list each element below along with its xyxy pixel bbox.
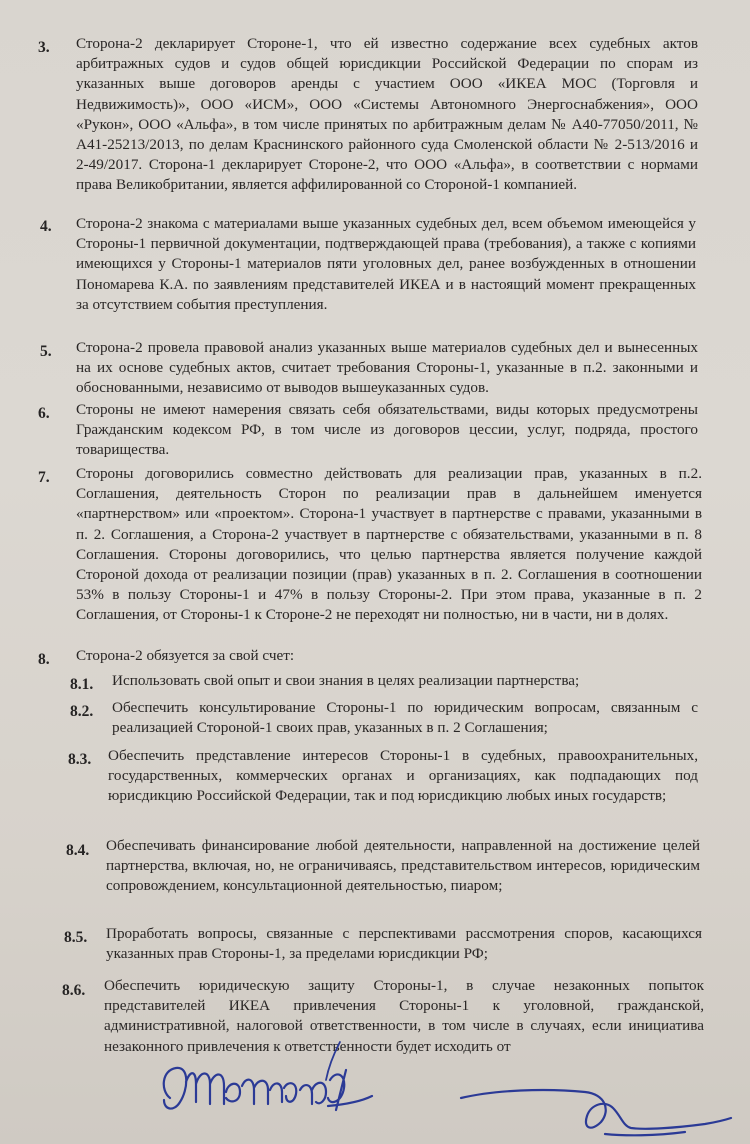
subitem-text: Использовать свой опыт и свои знания в целях реализации партнерства; xyxy=(112,672,580,689)
subitem-text: Обеспечить представление интересов Стороны-1 в судебных, правоохранительных, государственных, коммерческих органах и организациях, как подпадающих под юрисдикцию Российской Федерации, так и под юрисдикцию любых иных государств; xyxy=(108,747,698,805)
subitem-number: 8.5. xyxy=(64,929,88,946)
subitem-text: Проработать вопросы, связанные с перспективами рассмотрения споров, касающихся указанных прав Стороны-1, за пределами юрисдикции РФ; xyxy=(106,925,702,963)
item-number: 8. xyxy=(38,651,50,668)
item-text: Сторона-2 провела правовой анализ указанных выше материалов судебных дел и вынесенных на их основе судебных актов, считает требования Стороны-1, указанные в п.2. законными и обоснованными, независимо от выводов вышеуказанных судов. xyxy=(76,339,698,397)
item-text: Сторона-2 обязуется за свой счет: xyxy=(76,647,295,664)
item-number: 5. xyxy=(40,343,52,360)
item-text: Сторона-2 декларирует Стороне-1, что ей известно содержание всех судебных актов арбитражных судов и судов общей юрисдикции Российской Федерации по спорам из указанных выше договоров аренды с участием ООО «ИКЕА МОС (Торговля и Недвижимость)», ООО «ИСМ», ООО «Системы Автономного Энергоснабжения», ООО «Рукон», ООО «Альфа», в том числе принятых по арбитражным делам № А40-77050/2011, № А41-25213/2013, по делам Краснинского районного суда Смоленской области № 2-513/2016 и 2-49/2017. Сторона-1 декларирует Стороне-2, что ООО «Альфа», в соответствии с нормами права Великобритании, является аффилированной со Стороной-1 компанией. xyxy=(76,35,698,194)
signature-left xyxy=(150,1040,390,1130)
item-number: 6. xyxy=(38,405,50,422)
subitem-number: 8.4. xyxy=(66,842,90,859)
subitem-text: Обеспечивать финансирование любой деятельности, направленной на достижение целей партнерства, включая, но, не ограничиваясь, представительством интересов, юридическим сопровождением, консультационной деятельностью, пиаром; xyxy=(106,837,700,895)
subitem-text: Обеспечить юридическую защиту Стороны-1, в случае незаконных попыток представителей ИКЕА привлечения Стороны-1 к уголовной, гражданской, административной, налоговой ответственности, в том числе в случаях, если инициатива незаконного привлечения к ответственности будет исходить от xyxy=(104,977,704,1055)
item-text: Стороны не имеют намерения связать себя обязательствами, виды которых предусмотрены Гражданским кодексом РФ, в том числе из договоров цессии, услуг, подряда, простого товарищества. xyxy=(76,401,698,459)
item-number: 4. xyxy=(40,218,52,235)
subitem-text: Обеспечить консультирование Стороны-1 по юридическим вопросам, связанным с реализацией Стороной-1 своих прав, указанных в п. 2 Соглашения; xyxy=(112,699,698,737)
subitem-number: 8.2. xyxy=(70,703,94,720)
subitem-number: 8.3. xyxy=(68,751,92,768)
subitem-number: 8.1. xyxy=(70,676,94,693)
item-text: Стороны договорились совместно действовать для реализации прав, указанных в п.2. Соглашения, деятельность Сторон по реализации прав в дальнейшем именуется «партнерством» или «проектом». Сторона-1 участвует в партнерстве с правами, указанными в п. 2. Соглашения, а Сторона-2 участвует в партнерстве с обязательствами, указанными в п. 8 Соглашения. Стороны договорились, что целью партнерства является получение каждой Стороной дохода от реализации позиции (прав) указанных в п. 2. Соглашения в соотношении 53% в пользу Стороны-1 и 47% в пользу Стороны-2. При этом права, указанные в п. 2 Соглашения, от Стороны-1 к Стороне-2 не переходят ни полностью, ни в части, ни в долях. xyxy=(76,465,702,624)
item-number: 3. xyxy=(38,39,50,56)
subitem-number: 8.6. xyxy=(62,982,86,999)
item-number: 7. xyxy=(38,469,50,486)
item-text: Сторона-2 знакома с материалами выше указанных судебных дел, всем объемом имеющейся у Стороны-1 первичной документации, подтверждающей права (требования), а также с копиями имеющихся у Стороны-1 материалов пяти уголовных дел, ранее возбужденных в отношении Пономарева К.А. по заявлениям представителей ИКЕА и в настоящий момент прекращенных за отсутствием события преступления. xyxy=(76,215,696,313)
signature-right xyxy=(455,1070,745,1144)
